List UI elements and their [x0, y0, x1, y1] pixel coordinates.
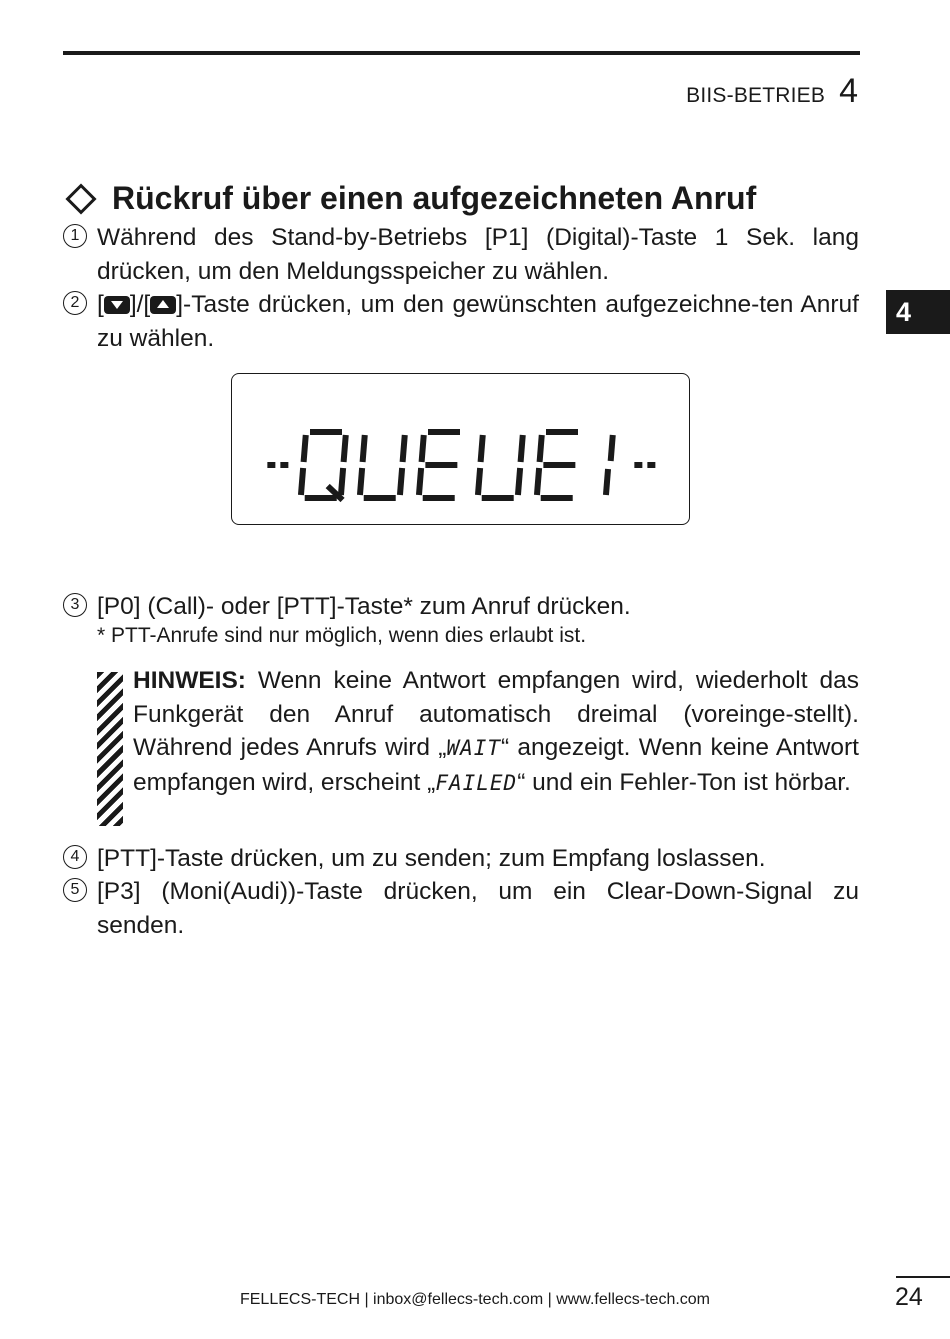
lcd-segment [344, 435, 346, 462]
lcd-segment [518, 468, 520, 495]
step-number: 3 [63, 593, 87, 617]
lcd-segment-readout [232, 374, 691, 526]
note-text: HINWEIS: Wenn keine Antwort empfangen wird, wiederholt das Funkgerät den Anruf automatisch dreimal (voreinge-stellt). Während jedes Anrufs wird „WAIT“ angezeigt. Wenn keine Antwort empfangen wird, erscheint „FAILED“ und ein Fehler-Ton ist hörbar. [133, 667, 859, 796]
top-rule [63, 51, 860, 55]
lcd-segment [341, 468, 343, 495]
lcd-segment [540, 435, 542, 462]
lcd-segment [403, 435, 405, 462]
diamond-icon [65, 183, 96, 214]
lcd-segment [521, 435, 523, 462]
step-number: 1 [63, 224, 87, 248]
up-arrow-key-icon [150, 296, 176, 314]
lcd-text-wait: WAIT [446, 736, 502, 760]
chapter-tab: 4 [886, 290, 950, 334]
footnote: * PTT-Anrufe sind nur möglich, wenn dies erlaubt ist. [97, 624, 587, 647]
lcd-segment [481, 435, 483, 462]
lcd-segment [422, 435, 424, 462]
page-number: 24 [895, 1283, 923, 1311]
note-label: HINWEIS: [133, 667, 246, 694]
lcd-segment [363, 435, 365, 462]
running-header [686, 72, 858, 111]
lcd-segment [611, 435, 613, 461]
section-title: BIIS-BETRIEB [686, 84, 826, 107]
footer: FELLECS-TECH | inbox@fellecs-tech.com | www.fellecs-tech.com [239, 1291, 711, 1308]
step-1 [63, 221, 859, 288]
lcd-segment [537, 468, 539, 495]
note-box [97, 664, 859, 800]
lcd-segment [606, 469, 608, 495]
chapter-number: 4 [839, 72, 858, 110]
lcd-segment [419, 468, 421, 495]
lcd-text-failed: FAILED [435, 770, 518, 795]
step-5 [63, 875, 859, 942]
step-text: Während des Stand-by-Betriebs [P1] (Digital)-Taste 1 Sek. lang drücken, um den Meldungsspeicher zu wählen. [97, 224, 859, 285]
section-heading [63, 180, 756, 217]
step-text: [PTT]-Taste drücken, um zu senden; zum Empfang loslassen. [97, 845, 766, 872]
step-text: [P3] (Moni(Audi))-Taste drücken, um ein Clear-Down-Signal zu senden. [97, 878, 859, 939]
lcd-segment [478, 468, 480, 495]
note-stripe-icon [97, 672, 123, 826]
step-4 [63, 842, 859, 876]
step-text: [ ]/[ ]-Taste drücken, um den gewünschten aufgezeichne-ten Anruf zu wählen. [97, 291, 859, 352]
lcd-segment [304, 435, 306, 462]
down-arrow-key-icon [104, 296, 130, 314]
lcd-display [231, 373, 690, 525]
step-number: 4 [63, 845, 87, 869]
heading-text: Rückruf über einen aufgezeichneten Anruf [112, 180, 757, 216]
step-text: [P0] (Call)- oder [PTT]-Taste* zum Anruf drücken. [97, 593, 631, 620]
step-3 [63, 590, 859, 624]
step-number: 5 [63, 878, 87, 902]
lcd-segment [360, 468, 362, 495]
lcd-segment [301, 468, 303, 495]
footer-rule [896, 1276, 950, 1278]
lcd-segment [400, 468, 402, 495]
step-2 [63, 288, 859, 355]
step-number: 2 [63, 291, 87, 315]
